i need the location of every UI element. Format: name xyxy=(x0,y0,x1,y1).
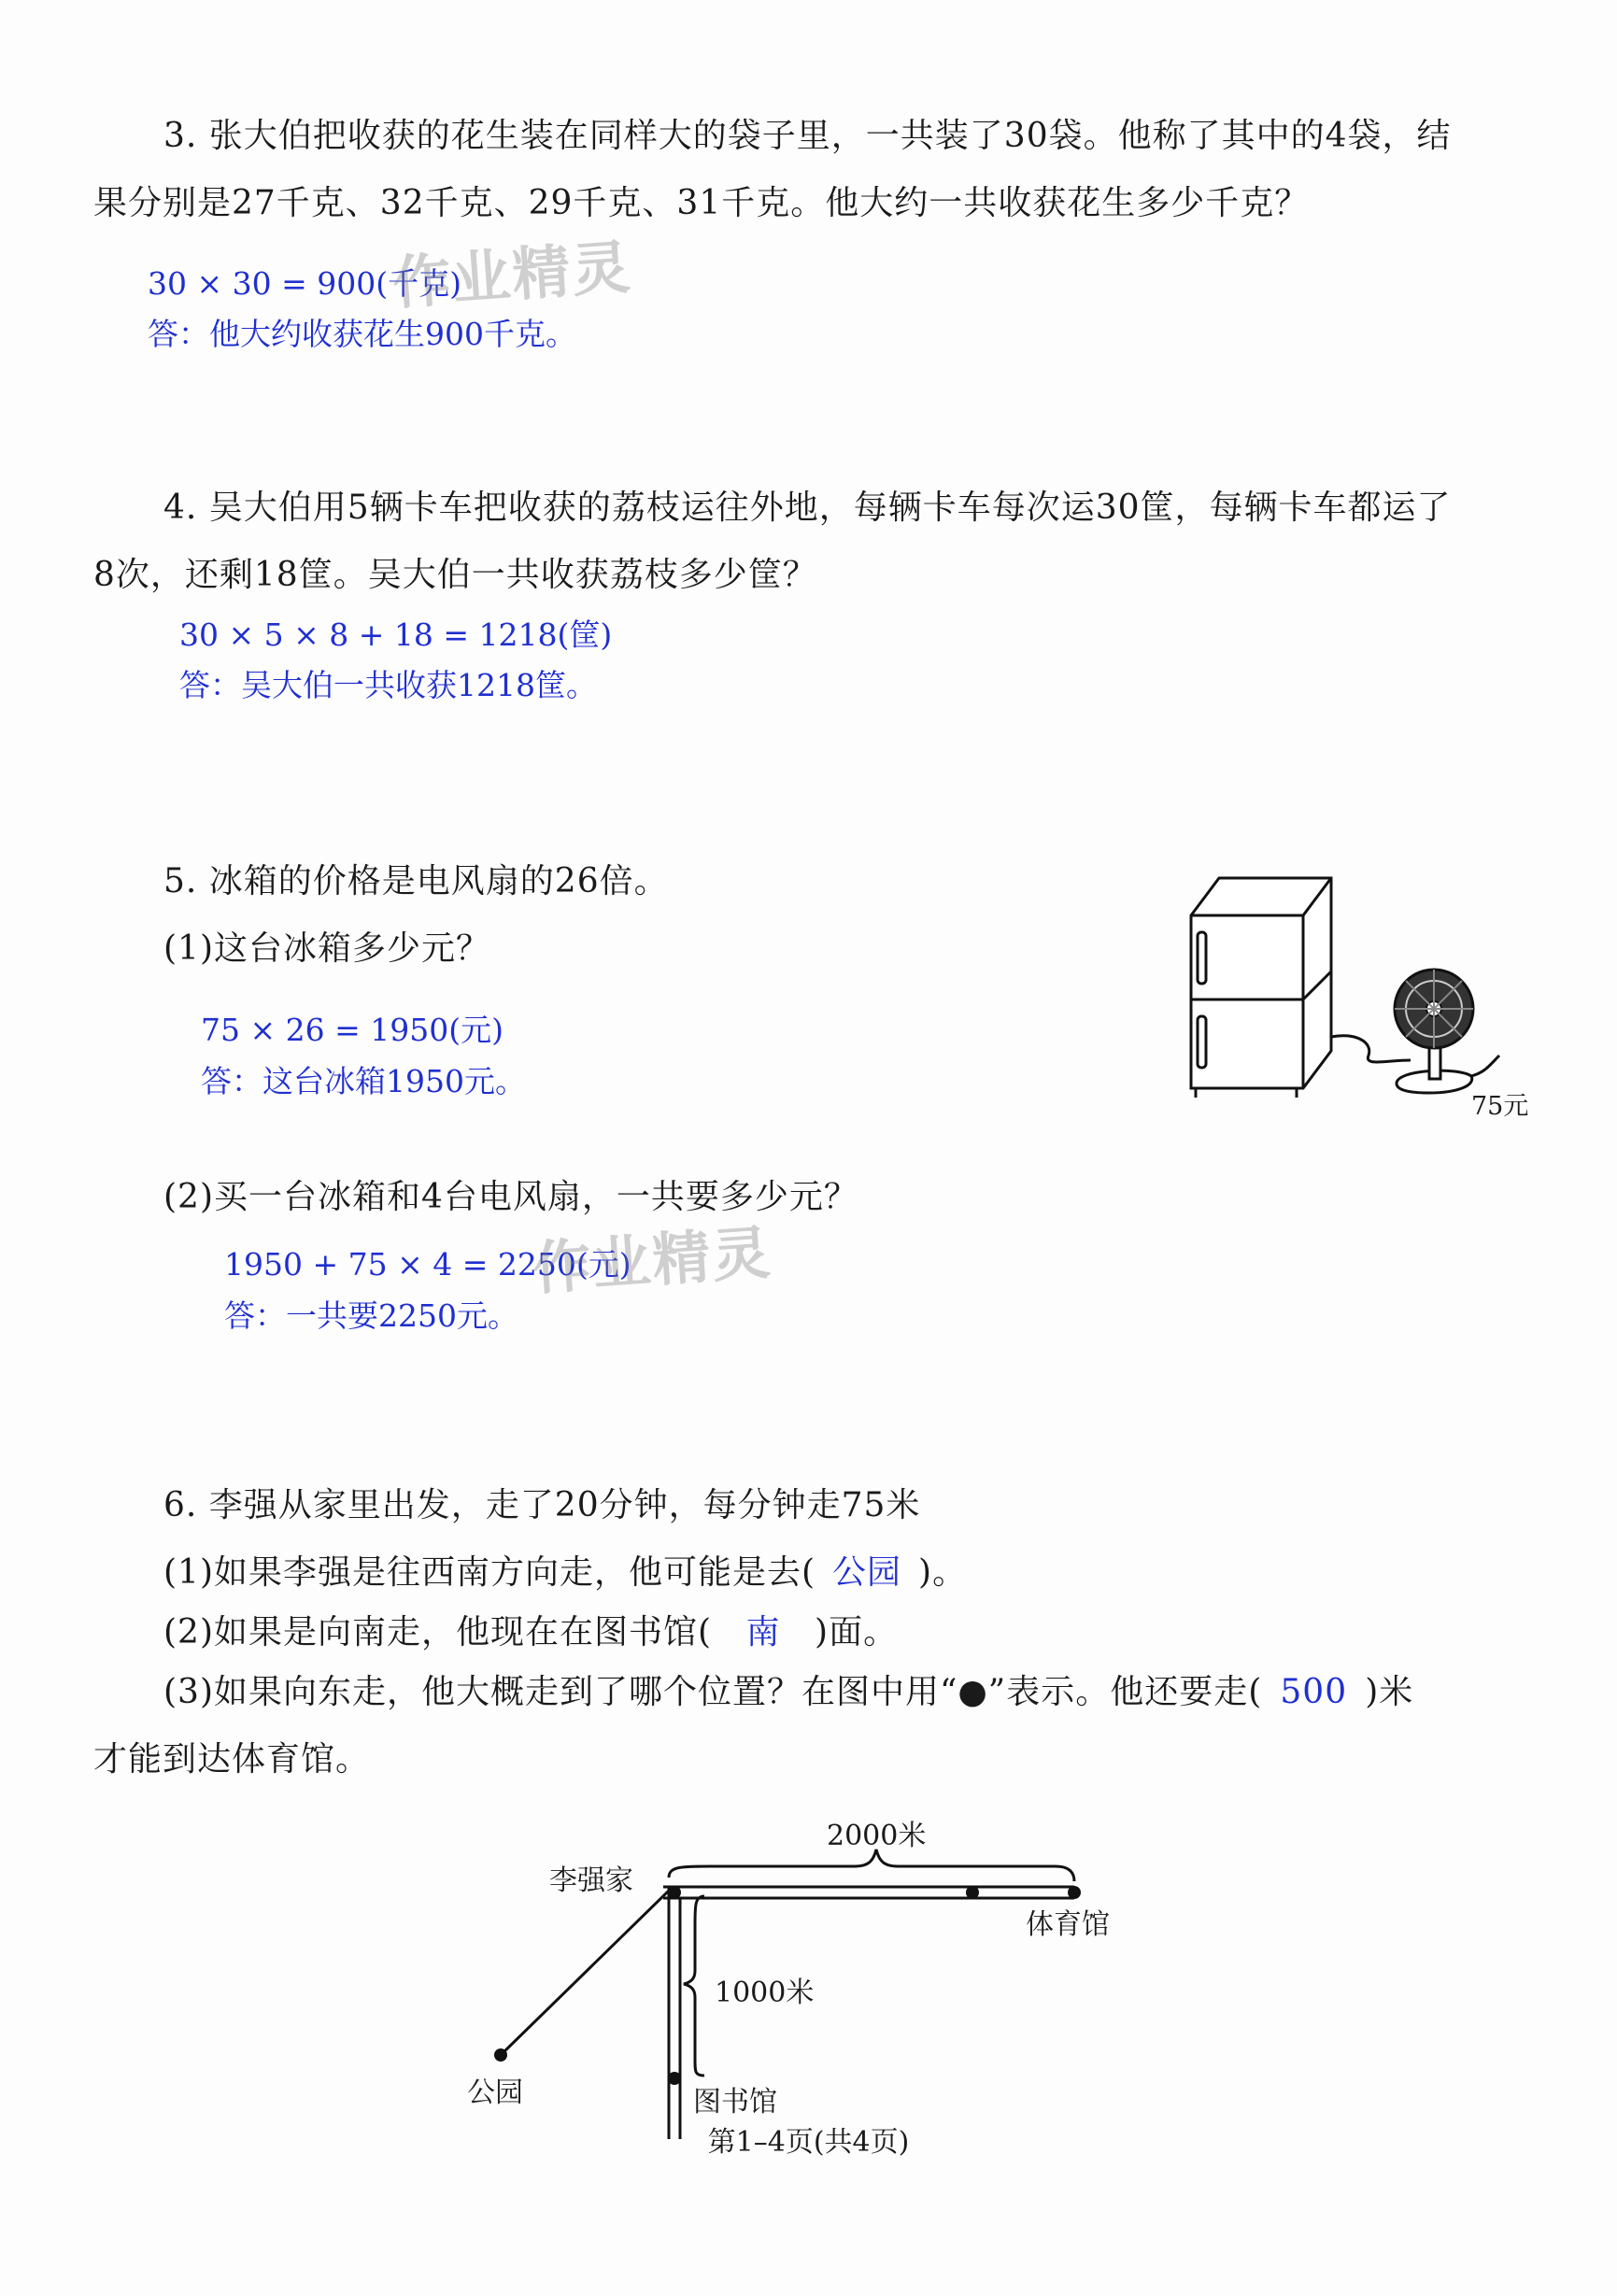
q3-line1: 3. 张大伯把收获的花生装在同样大的袋子里，一共装了30袋。他称了其中的4袋，结 xyxy=(163,117,1452,155)
q6-sub2-suffix: )面。 xyxy=(815,1613,899,1651)
q6-line1: 6. 李强从家里出发，走了20分钟，每分钟走75米 xyxy=(163,1486,921,1524)
q5-formula2: 1950 + 75 × 4 = 2250(元) xyxy=(224,1246,631,1283)
q3-formula: 30 × 30 = 900(千克) xyxy=(148,265,461,302)
q3-answer: 答：他大约收获花生900千克。 xyxy=(148,316,576,352)
q5-answer1: 答：这台冰箱1950元。 xyxy=(201,1063,526,1099)
q6-sub1-suffix: )。 xyxy=(918,1553,968,1592)
distance-south-brace xyxy=(684,1896,704,2076)
page-footer: 第1–4页(共4页) xyxy=(707,2126,910,2159)
map-home-label: 李强家 xyxy=(549,1864,633,1897)
q5-sub2: (2)买一台冰箱和4台电风扇，一共要多少元？ xyxy=(163,1178,858,1216)
q5-sub1: (1)这台冰箱多少元？ xyxy=(163,929,490,968)
map-park-label: 公园 xyxy=(467,2076,523,2109)
q4-answer: 答：吴大伯一共收获1218筐。 xyxy=(179,667,597,703)
home-point xyxy=(668,1886,681,1899)
q4-formula: 30 × 5 × 8 + 18 = 1218(筐) xyxy=(179,617,613,653)
q3-line2: 果分别是27千克、32千克、29千克、31千克。他大约一共收获花生多少千克？ xyxy=(93,184,1310,222)
map-distance-east-label: 2000米 xyxy=(827,1820,927,1852)
q6-sub1-answer[interactable]: 公园 xyxy=(832,1553,902,1592)
map-distance-south-label: 1000米 xyxy=(715,1977,815,2009)
map-stadium-label: 体育馆 xyxy=(1026,1908,1110,1941)
park-point xyxy=(494,2048,507,2062)
q5-formula1: 75 × 26 = 1950(元) xyxy=(201,1012,504,1048)
q4-line2: 8次，还剩18筐。吴大伯一共收获荔枝多少筐？ xyxy=(93,556,817,594)
watermark: 作业精灵 xyxy=(390,233,634,318)
q6-sub1-prefix: (1)如果李强是往西南方向走，他可能是去( xyxy=(163,1553,816,1592)
stadium-point xyxy=(1068,1886,1081,1899)
southwest-path xyxy=(501,1891,669,2055)
q5-answer2: 答：一共要2250元。 xyxy=(224,1297,518,1334)
q6-sub3-suffix: )米 xyxy=(1365,1673,1414,1711)
watermark: 作业精灵 xyxy=(531,1218,774,1303)
walked-position-point xyxy=(966,1886,979,1899)
q6-sub3-line2: 才能到达体育馆。 xyxy=(93,1740,371,1779)
library-point xyxy=(668,2072,681,2085)
q4-line1: 4. 吴大伯用5辆卡车把收获的荔枝运往外地，每辆卡车每次运30筐，每辆卡车都运了 xyxy=(163,489,1452,527)
q6-sub2-prefix: (2)如果是向南走，他现在在图书馆( xyxy=(163,1613,713,1651)
q6-sub3-answer[interactable]: 500 xyxy=(1280,1673,1348,1711)
distance-east-brace xyxy=(669,1850,1074,1881)
q5-line1: 5. 冰箱的价格是电风扇的26倍。 xyxy=(163,862,669,900)
map-library-label: 图书馆 xyxy=(693,2086,777,2119)
q6-sub2-answer[interactable]: 南 xyxy=(745,1613,781,1651)
fan-price-label: 75元 xyxy=(1471,1092,1529,1121)
q6-sub3-prefix: (3)如果向东走，他大概走到了哪个位置？在图中用“●”表示。他还要走( xyxy=(163,1673,1263,1711)
